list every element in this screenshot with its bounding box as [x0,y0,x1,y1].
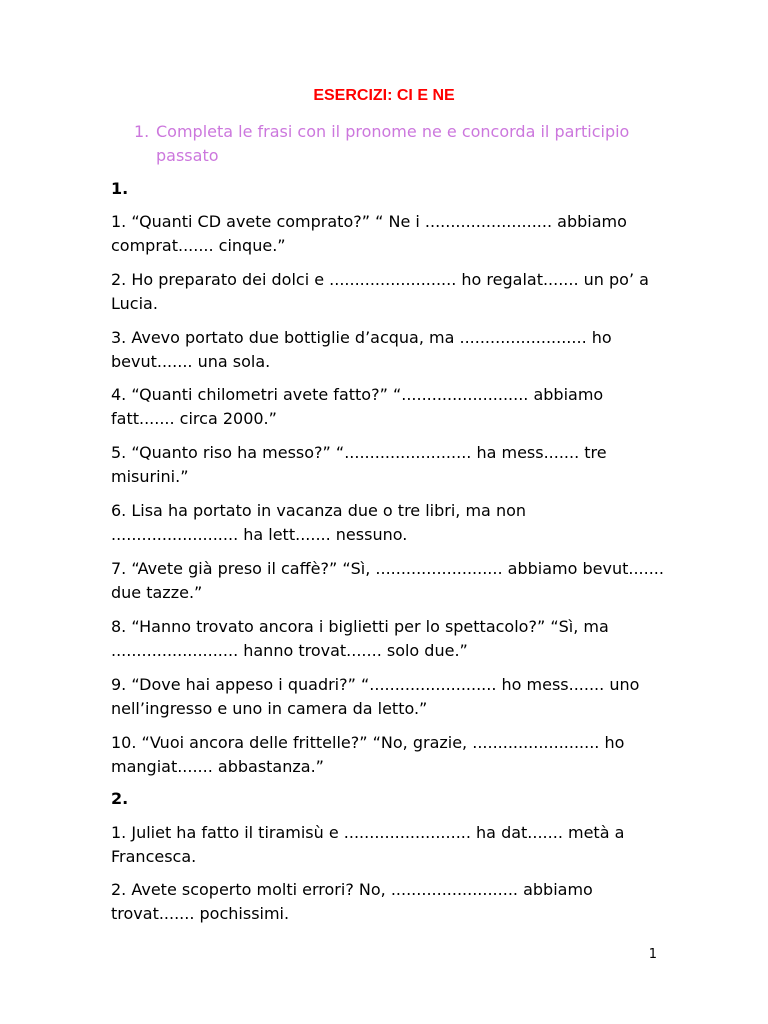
exercise-item: 3. Avevo portato due bottiglie d’acqua, ma ......................... ho bevut....... una sola. [111,328,612,371]
exercise-item: 1. Juliet ha fatto il tiramisù e ......................... ha dat....... metà a Francesca. [111,823,625,866]
exercise-item: 9. “Dove hai appeso i quadri?” “......................... ho mess....... uno nell’ingresso e uno in camera da letto.” [111,675,640,718]
instruction [134,120,634,168]
exercise-item: 7. “Avete già preso il caffè?” “Sì, ......................... abbiamo bevut....... due tazze.” [111,559,664,602]
section-label-1: 1. [111,179,129,198]
exercise-item: 8. “Hanno trovato ancora i biglietti per lo spettacolo?” “Sì, ma ......................... hanno trovat....... solo due.” [111,617,609,660]
exercise-item: 1. “Quanti CD avete comprato?” “ Ne i ......................... abbiamo comprat....... cinque.” [111,212,627,255]
exercise-item: 2. Avete scoperto molti errori? No, ......................... abbiamo trovat....... pochissimi. [111,880,593,923]
page-number: 1 [648,947,657,962]
page-title: ESERCIZI: CI E NE [313,87,455,104]
exercise-item: 4. “Quanti chilometri avete fatto?” “......................... abbiamo fatt....... circa 2000.” [111,385,604,428]
exercise-item: 6. Lisa ha portato in vacanza due o tre libri, ma non ......................... ha lett....... nessuno. [111,501,527,544]
section-label-2: 2. [111,789,129,808]
exercise-item: 2. Ho preparato dei dolci e ......................... ho regalat....... un po’ a Lucia. [111,270,649,313]
instruction-number: 1. [134,122,150,141]
exercise-item: 5. “Quanto riso ha messo?” “......................... ha mess....... tre misurini.” [111,443,607,486]
instruction-text: Completa le frasi con il pronome ne e concorda il participio passato [156,122,630,165]
exercise-item: 10. “Vuoi ancora delle frittelle?” “No, grazie, ......................... ho mangiat....... abbastanza.” [111,733,625,776]
